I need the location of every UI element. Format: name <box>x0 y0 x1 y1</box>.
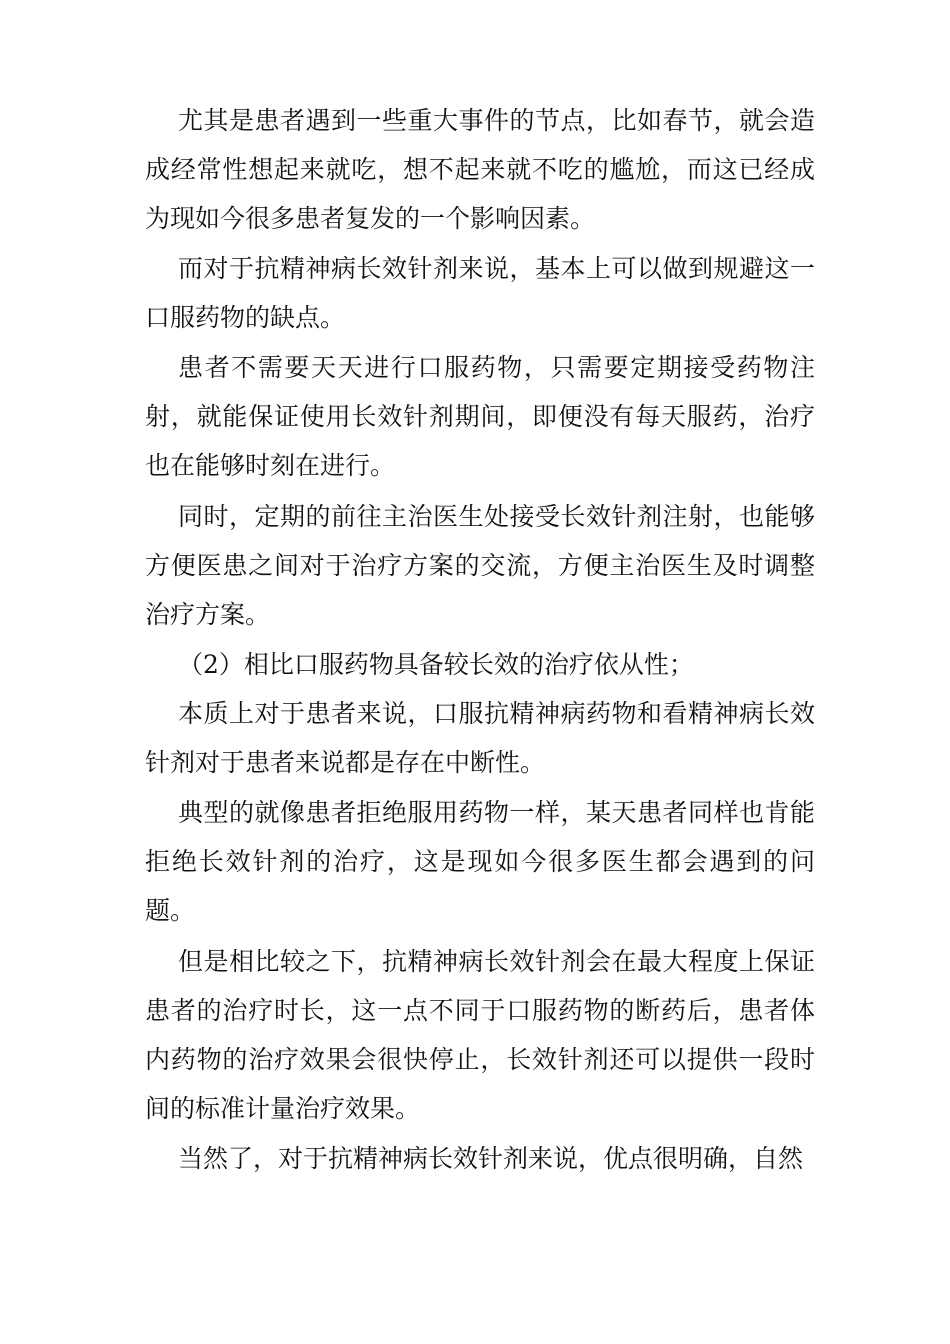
paragraph-9: 当然了，对于抗精神病长效针剂来说，优点很明确，自然 <box>178 1144 804 1173</box>
paragraph-2: 而对于抗精神病长效针剂来说，基本上可以做到规避这一口服药物的缺点。 <box>145 254 815 332</box>
paragraph-7: 典型的就像患者拒绝服用药物一样，某天患者同样也肯能拒绝长效针剂的治疗，这是现如今很多医生都会遇到的问题。 <box>145 798 815 925</box>
paragraph-5: （2）相比口服药物具备较长效的治疗依从性； <box>178 650 694 679</box>
paragraph-4: 同时，定期的前往主治医生处接受长效针剂注射，也能够方便医患之间对于治疗方案的交流，方便主治医生及时调整治疗方案。 <box>145 502 815 629</box>
paragraph-1: 尤其是患者遇到一些重大事件的节点，比如春节，就会造成经常性想起来就吃，想不起来就不吃的尴尬，而这已经成为现如今很多患者复发的一个影响因素。 <box>145 106 815 233</box>
paragraph-8: 但是相比较之下，抗精神病长效针剂会在最大程度上保证患者的治疗时长，这一点不同于口服药物的断药后，患者体内药物的治疗效果会很快停止，长效针剂还可以提供一段时间的标准计量治疗效果。 <box>145 947 815 1123</box>
paragraph-6: 本质上对于患者来说，口服抗精神病药物和看精神病长效针剂对于患者来说都是存在中断性。 <box>145 699 815 777</box>
paragraph-3: 患者不需要天天进行口服药物，只需要定期接受药物注射，就能保证使用长效针剂期间，即便没有每天服药，治疗也在能够时刻在进行。 <box>145 353 815 480</box>
